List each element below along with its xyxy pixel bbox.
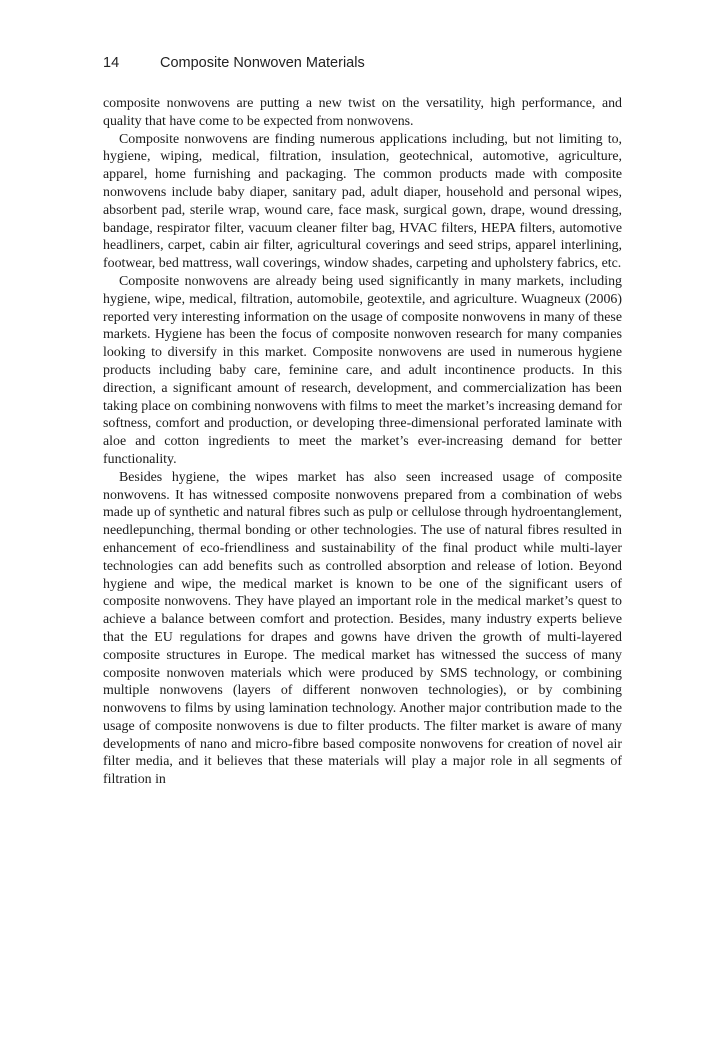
paragraph-continuation: composite nonwovens are putting a new twist on the versatility, high performance, and quality that have come to be expected from nonwovens. <box>103 96 622 129</box>
running-title: Composite Nonwoven Materials <box>160 55 365 71</box>
paragraph-applications: Composite nonwovens are finding numerous applications including, but not limiting to, hygiene, wiping, medical, filtration, insulation, geotechnical, automotive, agriculture, apparel, home furnishing and packaging. The common products made with composite nonwovens include baby diaper, sanitary pad, adult diaper, household and personal wipes, absorbent pad, sterile wrap, wound care, face mask, surgical gown, drape, wound dressing, bandage, respirator filter, vacuum cleaner filter bag, HVAC filters, HEPA filters, automotive headliners, carpet, cabin air filter, agricultural coverings and seed strips, apparel interlining, footwear, bed mattress, wall coverings, window shades, carpeting and upholstery fabrics, etc. <box>103 131 622 272</box>
paragraph-wipes-medical-filter: Besides hygiene, the wipes market has also seen increased usage of composite nonwovens. It has witnessed composite nonwovens prepared from a combination of webs made up of synthetic and natural fibres such as pulp or cellulose through hydroentanglement, needlepunching, thermal bonding or other technologies. The use of natural fibres resulted in enhancement of eco-friendliness and sustainability of the final product while multi-layer technologies can add benefits such as controlled absorption and release of lotion. Beyond hygiene and wipe, the medical market is known to be one of the significant users of composite nonwovens. They have played an important role in the medical market’s quest to achieve a balance between comfort and protection. Besides, many industry experts believe that the EU regulations for drapes and gowns have driven the growth of multi-layered composite structures in Europe. The medical market has witnessed the success of many composite nonwoven materials which were produced by SMS technology, or combining multiple nonwovens (layers of different nonwoven technologies), or by combining nonwovens to films by using lamination technology. Another major contribution made to the usage of composite nonwovens is due to filter products. The filter market is aware of many developments of nano and micro-fibre based composite nonwovens for creation of novel air filter media, and it believes that these materials will play a major role in all segments of filtration in <box>103 469 622 788</box>
body-text <box>103 95 622 789</box>
paragraph-markets: Composite nonwovens are already being used significantly in many markets, including hygiene, wipe, medical, filtration, automobile, geotextile, and agriculture. Wuagneux (2006) reported very interesting information on the usage of composite nonwovens in many of these markets. Hygiene has been the focus of composite nonwoven research for many companies looking to diversify in this market. Composite nonwovens are used in numerous hygiene products including baby care, feminine care, and adult incontinence products. In this direction, a significant amount of research, development, and commercialization has been taking place on combining nonwovens with films to meet the market’s increasing demand for softness, comfort and production, or developing three-dimensional perforated laminate with aloe and cotton ingredients to meet the market’s ever-increasing demand for better functionality. <box>103 273 622 467</box>
running-header <box>103 55 365 71</box>
page-number: 14 <box>103 55 120 71</box>
